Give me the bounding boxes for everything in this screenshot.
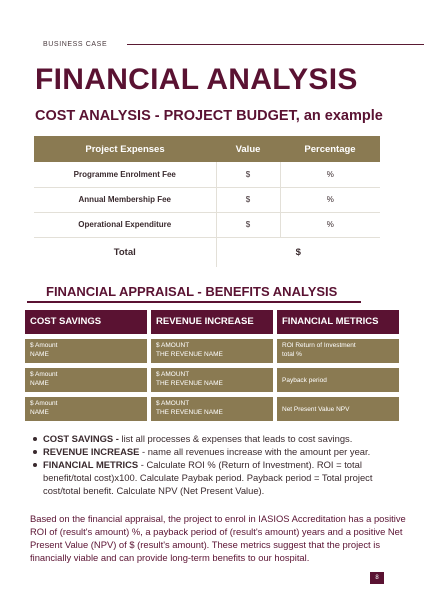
cell-name: NAME [30, 409, 49, 416]
column-header-expenses: Project Expenses [34, 136, 216, 162]
expense-value: $ [216, 162, 280, 187]
bullet-text: - name all revenues increase with the amount per year. [139, 446, 371, 457]
metric-label: Net Present Value NPV [282, 405, 350, 413]
summary-paragraph: Based on the financial appraisal, the project to enrol in IASIOS Accreditation has a positive ROI of (result's amount) %, a payback period of (result's amount) years and a positive Net Present Value (NPV) of $ (result's amount). These metrics suggest that the project is financially viable and can provide long-term benefits to our hospital. [30, 513, 406, 563]
list-item [32, 445, 384, 458]
financial-metrics-cell [277, 397, 399, 421]
metric-sublabel: total % [282, 351, 302, 358]
expense-value: $ [216, 187, 280, 212]
bullet-text: list all processes & expenses that leads to cost savings. [118, 433, 353, 444]
financial-metrics-header: FINANCIAL METRICS [277, 310, 399, 334]
expense-name: Operational Expenditure [34, 212, 216, 237]
list-item [32, 458, 384, 497]
list-item [32, 432, 384, 445]
header-divider [127, 44, 424, 45]
revenue-increase-cell [151, 397, 273, 421]
revenue-increase-header: REVENUE INCREASE [151, 310, 273, 334]
section-tag: BUSINESS CASE [43, 41, 108, 48]
cost-savings-cell [25, 368, 147, 392]
bullet-text: - Calculate ROI % (Return of Investment). ROI = total benefit/total cost)x100. Calculate Paybak period. Payback period = Total project cost/total benefit. Calculate NPV (Net Present Value). [43, 459, 373, 496]
bullet-term: COST SAVINGS - [43, 433, 119, 444]
expense-percentage: % [280, 212, 380, 237]
total-label: Total [34, 237, 216, 267]
page-number: 8 [370, 572, 384, 584]
bullet-term: REVENUE INCREASE [43, 446, 140, 457]
cell-name: THE REVENUE NAME [156, 380, 223, 387]
cell-name: NAME [30, 380, 49, 387]
appraisal-underline [27, 301, 361, 303]
table-row [34, 212, 380, 237]
cell-name: THE REVENUE NAME [156, 351, 223, 358]
metric-label: Payback period [282, 376, 327, 384]
metric-label: ROI Return of Investment [282, 342, 356, 349]
cell-amount: $ AMOUNT [156, 400, 190, 407]
bullet-term: FINANCIAL METRICS [43, 459, 139, 470]
cell-amount: $ Amount [30, 342, 58, 349]
cost-savings-header: COST SAVINGS [25, 310, 147, 334]
cost-savings-cell [25, 397, 147, 421]
revenue-increase-cell [151, 339, 273, 363]
column-header-percentage: Percentage [280, 136, 380, 162]
expense-percentage: % [280, 162, 380, 187]
cell-amount: $ Amount [30, 371, 58, 378]
total-row [34, 237, 380, 267]
appraisal-title: FINANCIAL APPRAISAL - BENEFITS ANALYSIS [46, 284, 338, 299]
financial-metrics-cell [277, 368, 399, 392]
cell-name: THE REVENUE NAME [156, 409, 223, 416]
expense-percentage: % [280, 187, 380, 212]
revenue-increase-cell [151, 368, 273, 392]
budget-table-header-row [34, 136, 380, 162]
budget-table [34, 136, 380, 267]
table-row [34, 187, 380, 212]
expense-name: Programme Enrolment Fee [34, 162, 216, 187]
cell-amount: $ AMOUNT [156, 371, 190, 378]
page-subtitle: COST ANALYSIS - PROJECT BUDGET, an example [35, 108, 383, 124]
table-row [34, 162, 380, 187]
bullet-list [32, 432, 384, 497]
cost-savings-cell [25, 339, 147, 363]
column-header-value: Value [216, 136, 280, 162]
cell-amount: $ AMOUNT [156, 342, 190, 349]
expense-value: $ [216, 212, 280, 237]
total-value: $ [295, 246, 301, 258]
cell-name: NAME [30, 351, 49, 358]
page-title: FINANCIAL ANALYSIS [35, 63, 358, 96]
expense-name: Annual Membership Fee [34, 187, 216, 212]
financial-metrics-cell [277, 339, 399, 363]
cell-amount: $ Amount [30, 400, 58, 407]
